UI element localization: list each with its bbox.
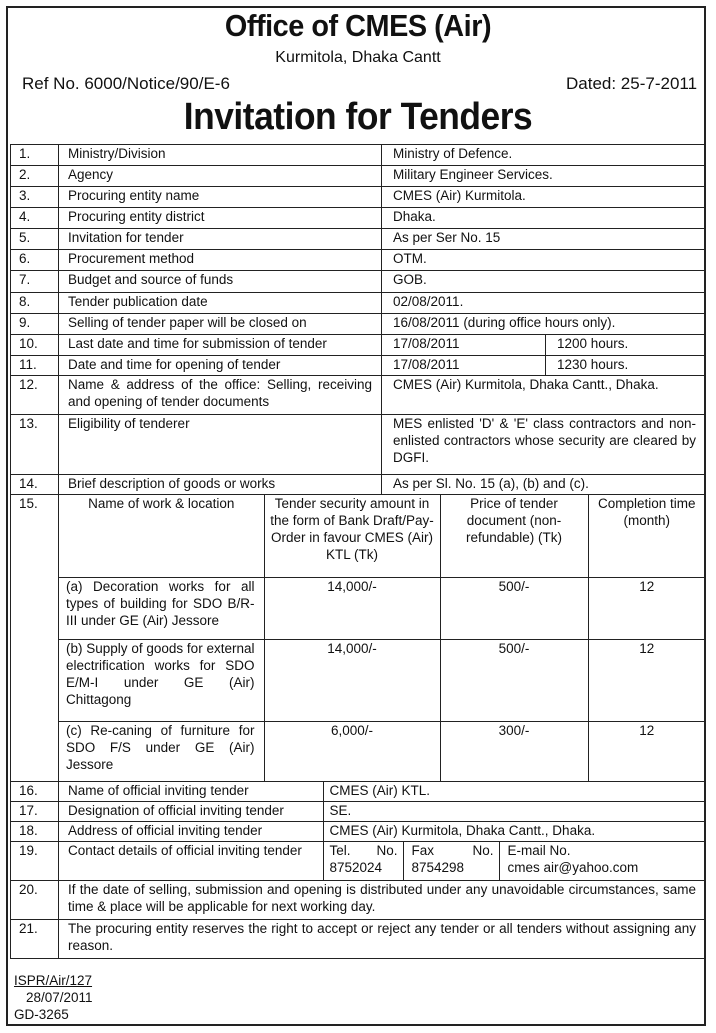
row-number: 2. <box>11 166 59 187</box>
table-row <box>11 920 706 959</box>
work-name: (a) Decoration works for all types of building for SDO B/R-III under GE (Air) Jessore <box>59 577 264 639</box>
work-price: 500/- <box>440 577 588 639</box>
work-time: 12 <box>588 639 705 721</box>
row-number: 12. <box>11 376 59 415</box>
works-row <box>59 721 705 781</box>
work-time: 12 <box>588 721 705 781</box>
official-label: Designation of official inviting tender <box>59 802 323 821</box>
row-label: Budget and source of funds <box>59 271 382 293</box>
row-label: Invitation for tender <box>59 229 382 250</box>
row-label: Date and time for opening of tender <box>59 356 382 376</box>
email-address: cmes air@yahoo.com <box>507 860 639 875</box>
contact-split-cell <box>59 842 706 881</box>
office-title: Office of CMES (Air) <box>224 8 492 43</box>
row-label: Agency <box>59 166 382 187</box>
row-label: Name & address of the office: Selling, receiving and opening of tender documents <box>59 376 382 415</box>
reference-number: Ref No. 6000/Notice/90/E-6 <box>22 74 230 93</box>
row-value: 02/08/2011. <box>382 293 706 314</box>
footer-reference <box>14 972 93 1023</box>
table-row <box>11 166 706 187</box>
work-name: (b) Supply of goods for external electrification works for SDO E/M-I under GE (Air) Chittagong <box>59 639 264 721</box>
row-number: 3. <box>11 187 59 208</box>
works-time-header: Completion time (month) <box>588 495 705 577</box>
official-value: CMES (Air) Kurmitola, Dhaka Cantt., Dhaka. <box>329 823 596 838</box>
works-header-row <box>59 495 705 577</box>
row-label: Procurement method <box>59 250 382 271</box>
row-number: 17. <box>11 802 59 822</box>
works-table <box>59 495 705 781</box>
row-value: Ministry of Defence. <box>382 145 706 166</box>
row-number: 5. <box>11 229 59 250</box>
footer-ispr: ISPR/Air/127 <box>14 973 93 988</box>
row-number: 6. <box>11 250 59 271</box>
row-number: 14. <box>11 475 59 495</box>
row-number: 9. <box>11 314 59 335</box>
works-row <box>59 639 705 721</box>
row-label: Last date and time for submission of tender <box>59 335 382 356</box>
table-row <box>11 187 706 208</box>
row-number: 18. <box>11 822 59 842</box>
fax-label: Fax No. <box>411 843 494 858</box>
table-row <box>11 782 706 802</box>
notice-date: Dated: 25-7-2011 <box>566 74 698 93</box>
work-price: 500/- <box>440 639 588 721</box>
row-value: CMES (Air) Kurmitola. <box>382 187 706 208</box>
work-security: 14,000/- <box>264 639 440 721</box>
table-row <box>11 208 706 229</box>
table-row <box>11 495 706 782</box>
official-value: CMES (Air) KTL. <box>329 783 431 798</box>
row-number: 15. <box>11 495 59 782</box>
table-row <box>11 314 706 335</box>
email-cell <box>499 842 705 880</box>
row-number: 4. <box>11 208 59 229</box>
works-row <box>59 577 705 639</box>
table-row <box>11 881 706 920</box>
row-number: 11. <box>11 356 59 376</box>
note-text: The procuring entity reserves the right to accept or reject any tender or all tenders without assigning any reason. <box>59 920 706 959</box>
email-label: E-mail No. <box>507 843 571 858</box>
row-value: As per Sl. No. 15 (a), (b) and (c). <box>382 475 706 495</box>
row-value: OTM. <box>382 250 706 271</box>
row-label: Ministry/Division <box>59 145 382 166</box>
works-price-header: Price of tender document (non-refundable) (Tk) <box>440 495 588 577</box>
telephone-number: 8752024 <box>329 860 383 875</box>
row-value: Dhaka. <box>382 208 706 229</box>
contact-label: Contact details of official inviting tender <box>59 842 323 880</box>
tender-details-table <box>10 144 706 959</box>
footer-date: 28/07/2011 <box>26 990 93 1005</box>
work-name: (c) Re-caning of furniture for SDO F/S under GE (Air) Jessore <box>59 721 264 781</box>
official-value: SE. <box>329 803 352 818</box>
table-row <box>11 822 706 842</box>
row-value: 16/08/2011 (during office hours only). <box>382 314 706 335</box>
table-row <box>11 842 706 881</box>
row-label: Procuring entity name <box>59 187 382 208</box>
row-number: 13. <box>11 415 59 475</box>
telephone-cell <box>323 842 403 880</box>
official-label: Name of official inviting tender <box>59 782 323 801</box>
row-value: Military Engineer Services. <box>382 166 706 187</box>
row-number: 20. <box>11 881 59 920</box>
table-row <box>11 415 706 475</box>
table-row <box>11 293 706 314</box>
row-number: 19. <box>11 842 59 881</box>
row-number: 10. <box>11 335 59 356</box>
official-split-cell <box>59 802 706 822</box>
row-label: Eligibility of tenderer <box>59 415 382 475</box>
table-row <box>11 475 706 495</box>
fax-cell <box>403 842 499 880</box>
works-table-cell <box>59 495 706 782</box>
row-value: GOB. <box>382 271 706 293</box>
row-number: 1. <box>11 145 59 166</box>
table-row <box>11 145 706 166</box>
fax-number: 8754298 <box>411 860 465 875</box>
row-label: Selling of tender paper will be closed on <box>59 314 382 335</box>
footer-gd-number: GD-3265 <box>14 1007 69 1022</box>
table-row <box>11 271 706 293</box>
row-label: Procuring entity district <box>59 208 382 229</box>
row-time: 1200 hours. <box>546 335 706 356</box>
row-value: MES enlisted 'D' & 'E' class contractors and non-enlisted contractors whose security are cleared by DGFI. <box>382 415 706 475</box>
work-time: 12 <box>588 577 705 639</box>
table-row <box>11 376 706 415</box>
official-split-cell <box>59 822 706 842</box>
notice-heading: Invitation for Tenders <box>183 96 533 138</box>
row-value: CMES (Air) Kurmitola, Dhaka Cantt., Dhaka. <box>382 376 706 415</box>
table-row <box>11 802 706 822</box>
work-security: 6,000/- <box>264 721 440 781</box>
table-row <box>11 335 706 356</box>
works-name-header: Name of work & location <box>59 495 264 577</box>
official-label: Address of official inviting tender <box>59 822 323 841</box>
table-row <box>11 356 706 376</box>
telephone-label: Tel. No. <box>329 843 398 858</box>
row-number: 7. <box>11 271 59 293</box>
row-value: As per Ser No. 15 <box>382 229 706 250</box>
note-text: If the date of selling, submission and opening is distributed under any unavoidable circumstances, same time & place will be applicable for next working day. <box>59 881 706 920</box>
row-date: 17/08/2011 <box>382 335 546 356</box>
row-number: 8. <box>11 293 59 314</box>
row-number: 21. <box>11 920 59 959</box>
row-label: Tender publication date <box>59 293 382 314</box>
office-location: Kurmitola, Dhaka Cantt <box>275 49 441 66</box>
works-security-header: Tender security amount in the form of Bank Draft/Pay-Order in favour CMES (Air) KTL (Tk) <box>264 495 440 577</box>
row-label: Brief description of goods or works <box>59 475 382 495</box>
row-date: 17/08/2011 <box>382 356 546 376</box>
table-row <box>11 250 706 271</box>
table-row <box>11 229 706 250</box>
work-security: 14,000/- <box>264 577 440 639</box>
row-number: 16. <box>11 782 59 802</box>
official-split-cell <box>59 782 706 802</box>
work-price: 300/- <box>440 721 588 781</box>
row-time: 1230 hours. <box>546 356 706 376</box>
